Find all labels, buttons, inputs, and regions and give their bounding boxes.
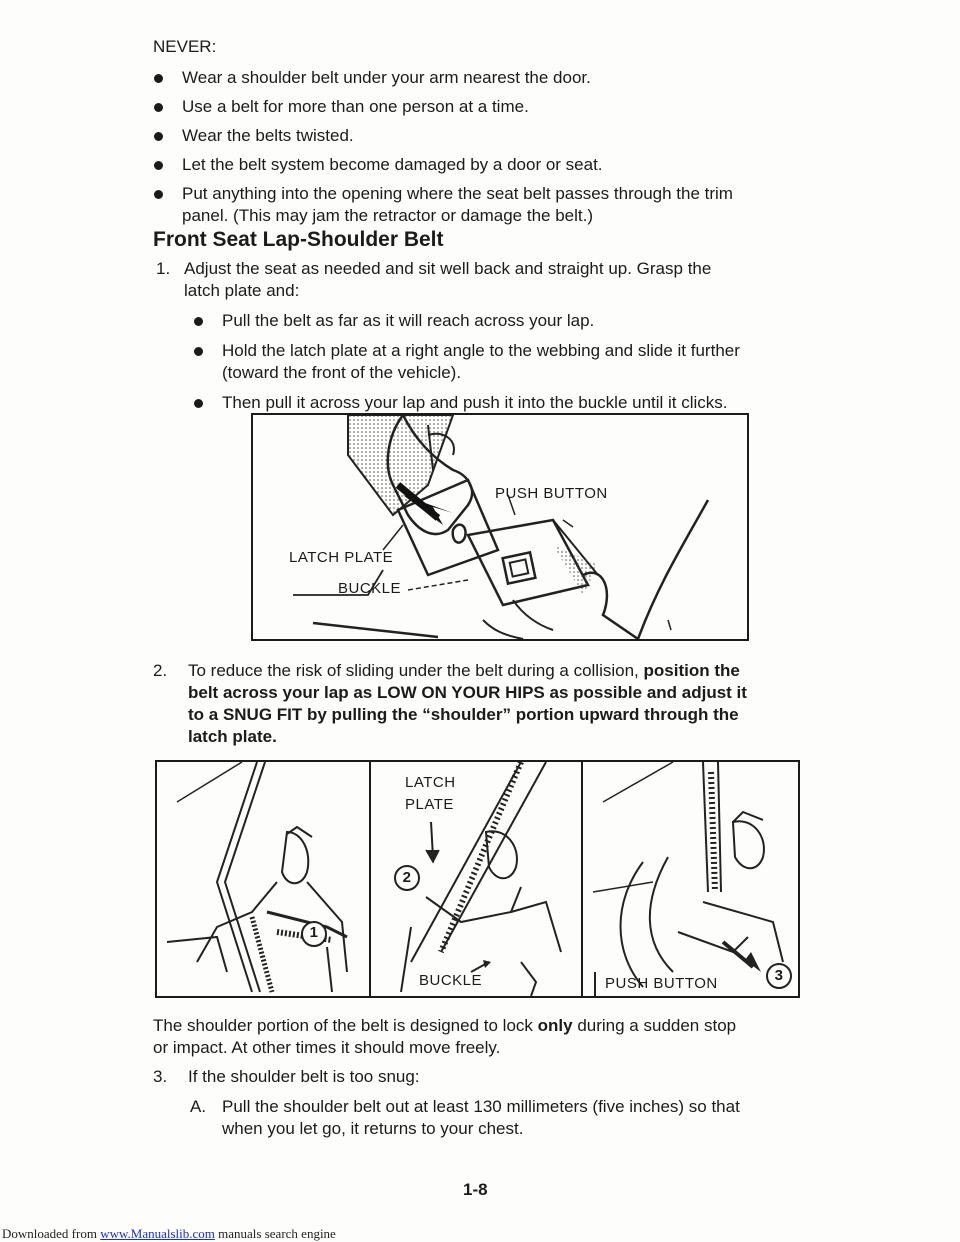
step2-text-bold: belt across your lap as LOW ON YOUR HIPS as possible and adjust it (188, 683, 747, 702)
step-marker-3: 3 (774, 967, 784, 984)
plate-label: PLATE (405, 796, 454, 813)
seated-person-drawing (157, 762, 369, 996)
step2-text-bold: latch plate. (188, 727, 277, 746)
never-item-continued: panel. (This may jam the retractor or damage the belt.) (182, 206, 594, 225)
step-number: 1. (156, 259, 171, 278)
download-footer (2, 1226, 336, 1242)
step1-bullet: Hold the latch plate at a right angle to the webbing and slide it further (222, 341, 740, 360)
sub-step-text: when you let go, it returns to your chest. (222, 1119, 524, 1138)
never-item: Put anything into the opening where the seat belt passes through the trim (182, 184, 733, 203)
lock-note-text: or impact. At other times it should move freely. (153, 1038, 501, 1057)
buckle-label: BUCKLE (419, 972, 483, 989)
page-number: 1-8 (463, 1180, 488, 1199)
step1-bullet: Pull the belt as far as it will reach across your lap. (222, 311, 595, 330)
push-button-label: PUSH BUTTON (495, 485, 608, 502)
step2-text (188, 660, 740, 682)
step-marker-1: 1 (309, 924, 319, 941)
never-item: Let the belt system become damaged by a door or seat. (182, 155, 603, 174)
belt-adjustment-illustration (155, 760, 800, 998)
never-item: Use a belt for more than one person at a time. (182, 97, 529, 116)
step1-bullet: Then pull it across your lap and push it into the buckle until it clicks. (222, 393, 728, 412)
never-item: Wear a shoulder belt under your arm nearest the door. (182, 68, 591, 87)
step1-bullet-continued: (toward the front of the vehicle). (222, 363, 462, 382)
lock-note-text: during a sudden stop (577, 1016, 737, 1035)
sub-step-text: Pull the shoulder belt out at least 130 millimeters (five inches) so that (222, 1097, 740, 1116)
step-marker-2: 2 (402, 869, 412, 886)
lock-note-text: The shoulder portion of the belt is designed to lock (153, 1016, 533, 1035)
sub-step-letter: A. (190, 1097, 207, 1116)
buckle-illustration (251, 413, 749, 641)
step1-text: latch plate and: (184, 281, 300, 300)
push-button-label: PUSH BUTTON (605, 975, 718, 992)
never-item: Wear the belts twisted. (182, 126, 354, 145)
hand-buckle-drawing (253, 415, 747, 639)
manualslib-link[interactable]: www.Manualslib.com (100, 1226, 215, 1241)
step2-text-bold: to a SNUG FIT by pulling the “shoulder” portion upward through the (188, 705, 739, 724)
lock-note (153, 1015, 736, 1037)
step2-text-normal: To reduce the risk of sliding under the belt during a collision, (188, 661, 639, 680)
lock-note-emphasis: only (537, 1016, 573, 1035)
never-heading: NEVER: (153, 37, 217, 56)
latch-label: LATCH (405, 774, 456, 791)
footer-prefix: Downloaded from (2, 1226, 97, 1241)
section-title: Front Seat Lap-Shoulder Belt (153, 228, 444, 251)
footer-suffix: manuals search engine (218, 1226, 336, 1241)
step1-text: Adjust the seat as needed and sit well back and straight up. Grasp the (184, 259, 712, 278)
step2-text-bold: position the (643, 661, 740, 680)
buckle-label: BUCKLE (338, 580, 402, 597)
step3-text: If the shoulder belt is too snug: (188, 1067, 420, 1086)
latch-plate-label: LATCH PLATE (289, 549, 394, 566)
step-number: 3. (153, 1067, 168, 1086)
person-pushing-button-drawing (583, 762, 796, 996)
step-number: 2. (153, 661, 168, 680)
